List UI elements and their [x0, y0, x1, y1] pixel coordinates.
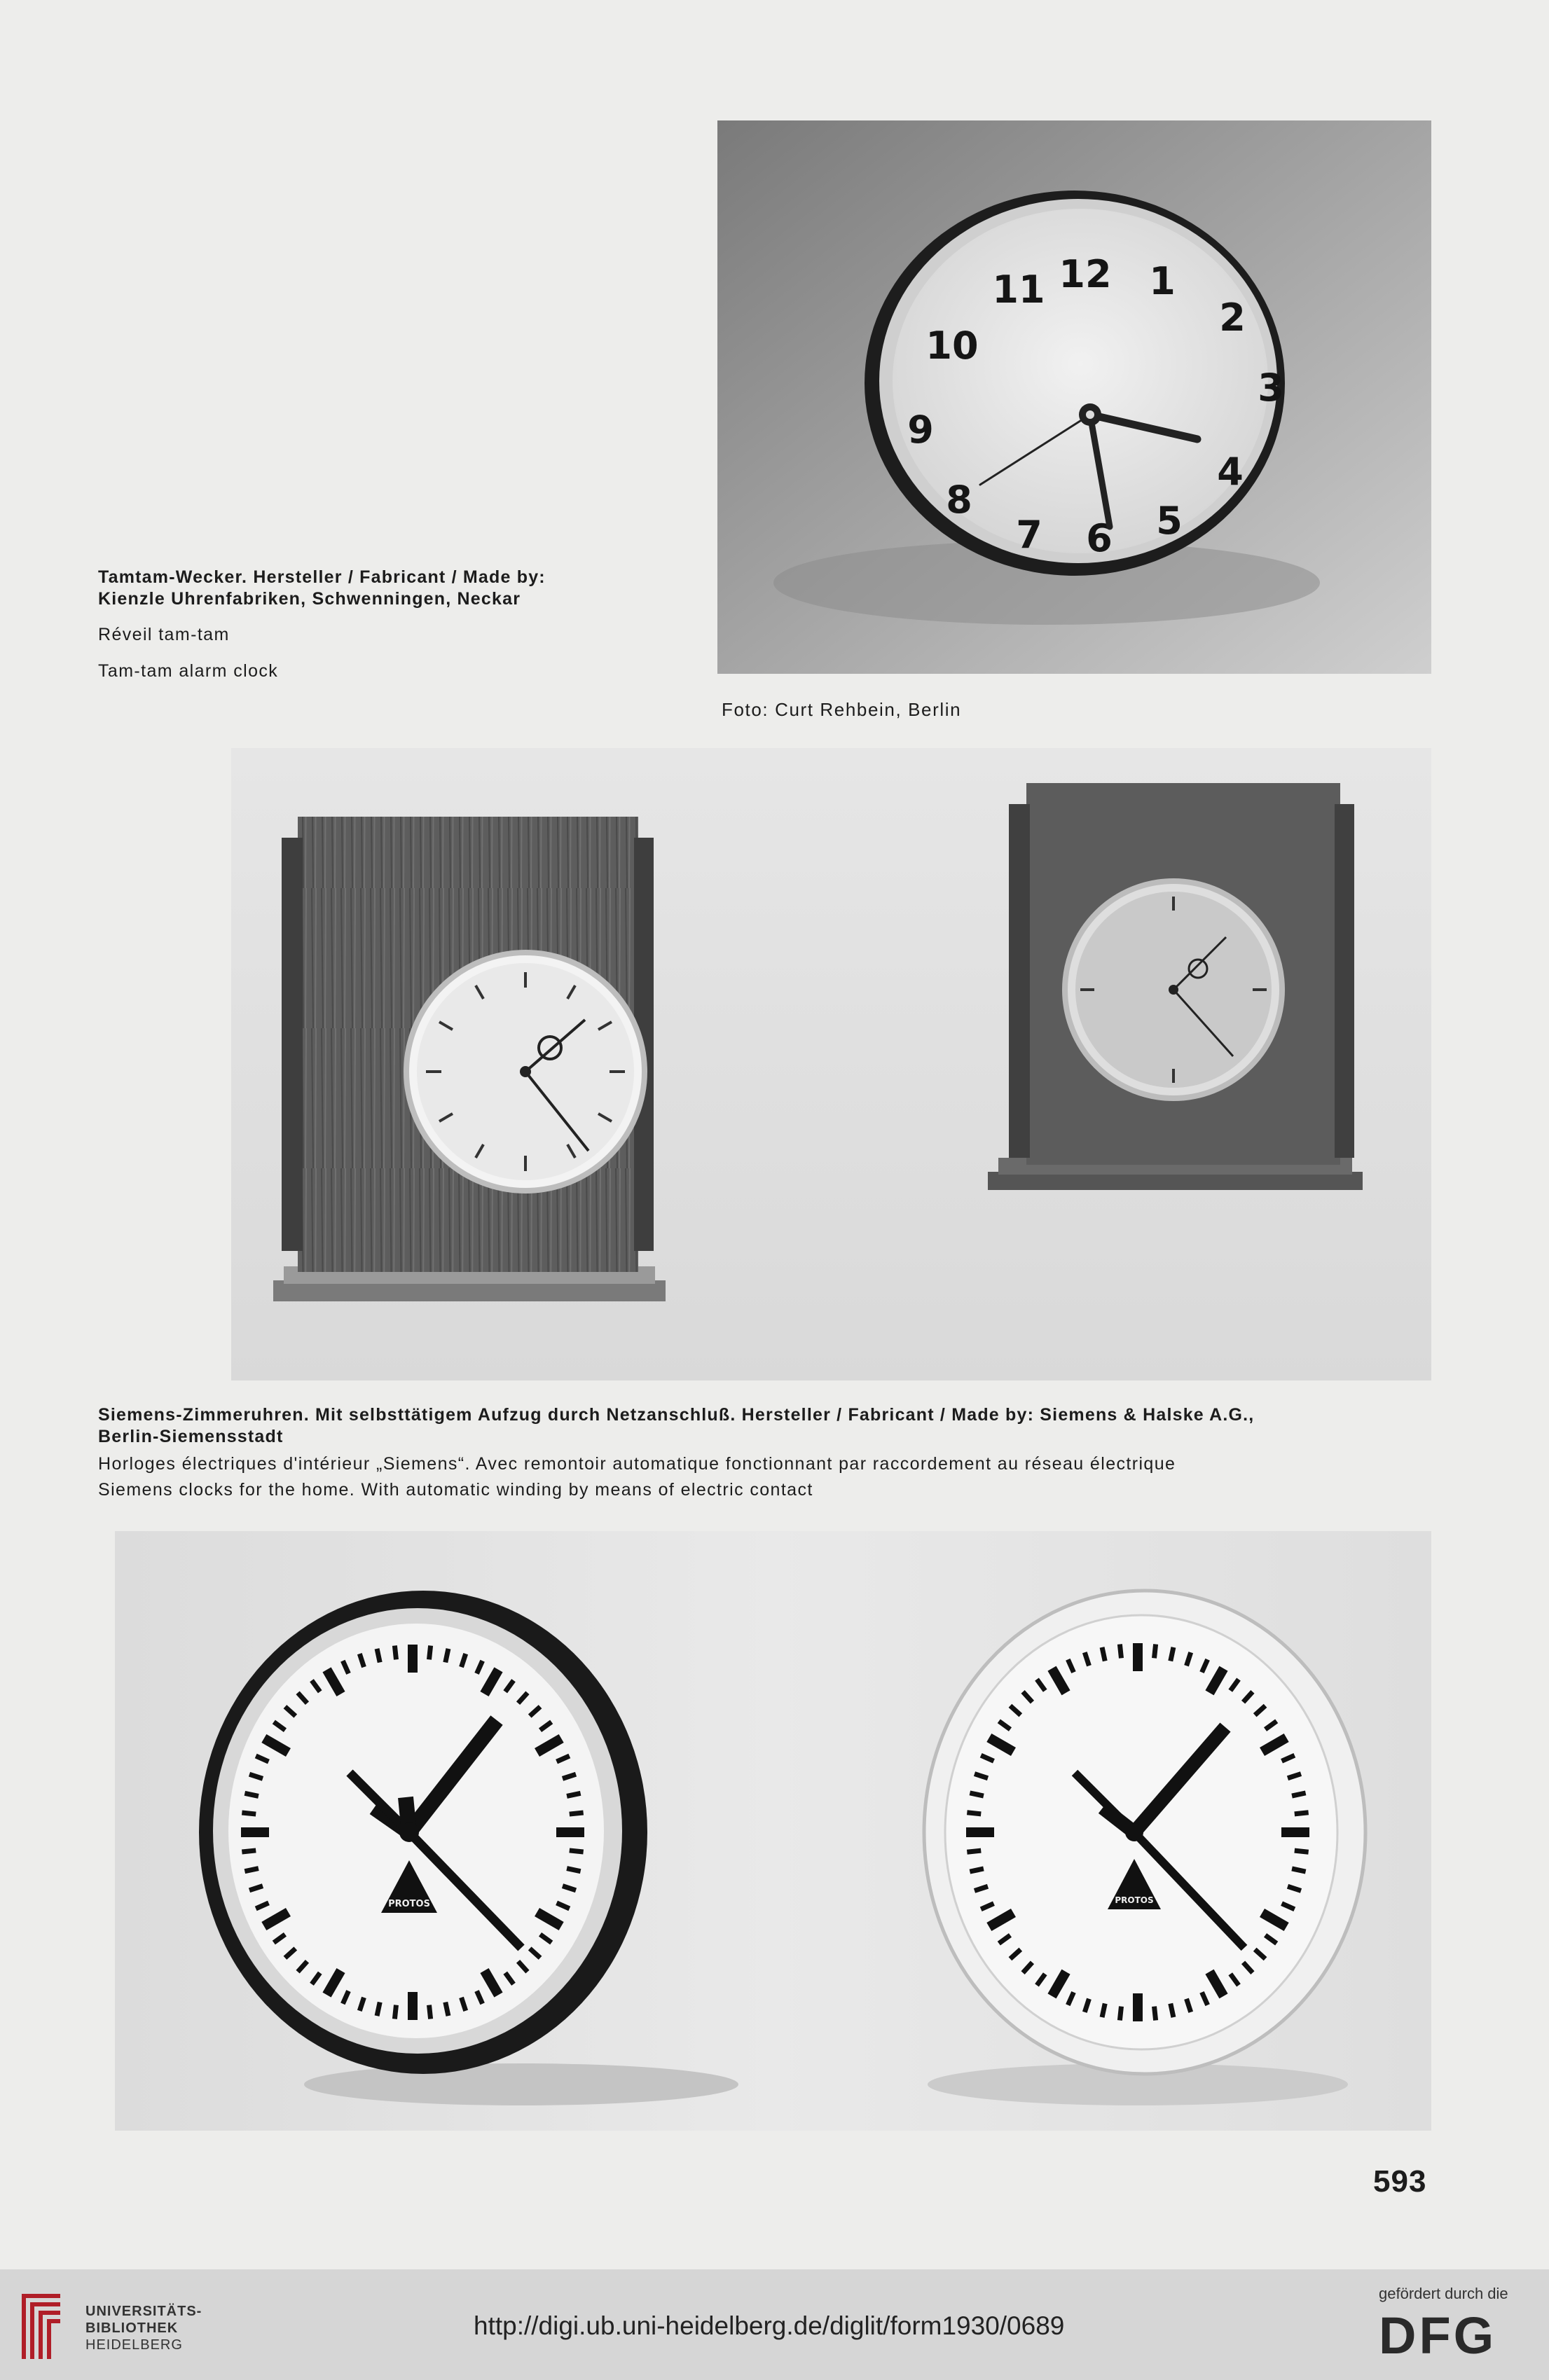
- minute-mark: [394, 1645, 396, 1659]
- protos-logo-right: PROTOS: [1115, 1895, 1154, 1905]
- minute-mark: [1292, 1869, 1306, 1872]
- photo1-caption-english: Tam-tam alarm clock: [98, 661, 279, 681]
- photo2-caption-line2: Berlin-Siemensstadt: [98, 1427, 284, 1446]
- minute-mark: [242, 1813, 256, 1814]
- photo1-caption-maker: Kienzle Uhrenfabriken, Schwenningen, Neckar: [98, 589, 521, 609]
- library-line3: HEIDELBERG: [85, 2337, 183, 2353]
- dial-number-10: 10: [925, 324, 979, 368]
- minute-mark: [1295, 1813, 1309, 1814]
- minute-mark: [570, 1813, 584, 1814]
- photo2-caption-line1: Siemens-Zimmeruhren. Mit selbsttätigem Aufzug durch Netzanschluß. Hersteller / Fabricant / Made by: Siemens & Halske A.G.,: [98, 1405, 1255, 1425]
- minute-mark: [394, 2005, 396, 2019]
- minute-mark: [429, 2005, 431, 2019]
- photo1-caption-french: Réveil tam-tam: [98, 625, 230, 644]
- minute-mark: [1102, 2004, 1105, 2018]
- dial-number-9: 9: [907, 408, 934, 452]
- minute-mark: [1120, 2007, 1121, 2021]
- siemens-clocks-illustration: [231, 748, 1431, 1381]
- ub-heidelberg-logo-icon: [18, 2289, 74, 2365]
- protos-logo-left: PROTOS: [388, 1899, 430, 1909]
- dial-number-6: 6: [1086, 516, 1113, 560]
- minute-mark: [1171, 2004, 1173, 2018]
- minute-mark: [1171, 1647, 1173, 1661]
- minute-mark: [1295, 1850, 1309, 1852]
- library-line1: UNIVERSITÄTS-: [85, 2304, 202, 2319]
- minute-mark: [446, 2002, 448, 2016]
- ub-heidelberg-name: [85, 2303, 202, 2353]
- protos-clocks-illustration: [115, 1531, 1431, 2131]
- photo-protos-wall-clocks: [115, 1531, 1431, 2131]
- photo2-caption-french: Horloges électriques d'intérieur „Siemens“. Avec remontoir automatique fonctionnant par raccordement au réseau électrique: [98, 1454, 1176, 1474]
- dfg-logo: DFG: [1379, 2306, 1497, 2365]
- photo1-caption-title: Tamtam-Wecker. Hersteller / Fabricant / Made by:: [98, 567, 546, 587]
- minute-mark: [570, 1850, 584, 1852]
- minute-mark: [1155, 2007, 1156, 2021]
- page-number: 593: [1373, 2164, 1427, 2199]
- dial-number-7: 7: [1016, 513, 1042, 557]
- dial-number-3: 3: [1258, 366, 1284, 410]
- minute-mark: [970, 1793, 984, 1796]
- minute-mark: [1120, 1644, 1121, 1658]
- digitization-footer: [0, 2269, 1549, 2380]
- source-url-link[interactable]: http://digi.ub.uni-heidelberg.de/diglit/form1930/0689: [474, 2311, 1065, 2340]
- minute-mark: [967, 1813, 981, 1814]
- minute-mark: [967, 1850, 981, 1852]
- minute-mark: [377, 1649, 380, 1663]
- minute-mark: [446, 1649, 448, 1663]
- minute-mark: [567, 1793, 581, 1796]
- photo-credit: Foto: Curt Rehbein, Berlin: [722, 699, 962, 720]
- photo-tamtam-alarm-clock: [717, 120, 1431, 674]
- minute-mark: [1102, 1647, 1105, 1661]
- photo2-caption-english: Siemens clocks for the home. With automatic winding by means of electric contact: [98, 1480, 813, 1500]
- dial-number-12: 12: [1059, 252, 1112, 296]
- minute-mark: [970, 1869, 984, 1872]
- dial-number-8: 8: [946, 478, 972, 522]
- minute-mark: [1155, 1644, 1156, 1658]
- minute-mark: [429, 1645, 431, 1659]
- library-line2: BIBLIOTHEK: [85, 2320, 179, 2336]
- minute-mark: [245, 1869, 259, 1872]
- dial-number-11: 11: [992, 268, 1045, 312]
- minute-mark: [1292, 1793, 1306, 1796]
- photo-siemens-room-clocks: [231, 748, 1431, 1381]
- dial-number-5: 5: [1156, 499, 1183, 543]
- dial-number-2: 2: [1219, 296, 1246, 340]
- dial-number-1: 1: [1149, 259, 1176, 303]
- dial-number-4: 4: [1217, 450, 1244, 494]
- minute-mark: [377, 2002, 380, 2016]
- funding-text: gefördert durch die: [1379, 2285, 1508, 2302]
- minute-mark: [567, 1869, 581, 1872]
- tamtam-clock-illustration: [717, 120, 1431, 674]
- minute-mark: [245, 1793, 259, 1796]
- minute-mark: [242, 1850, 256, 1852]
